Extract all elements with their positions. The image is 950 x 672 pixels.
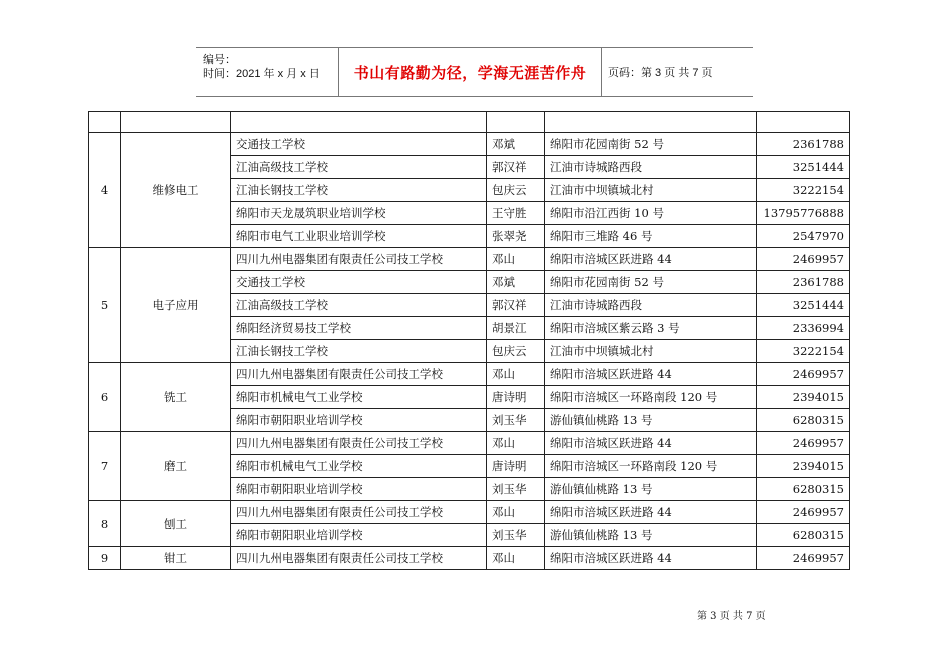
contact-name: 王守胜 bbox=[487, 202, 545, 225]
trade-name: 钳工 bbox=[121, 547, 231, 570]
contact-name: 邓山 bbox=[487, 501, 545, 524]
group-number: 7 bbox=[89, 432, 121, 501]
empty-cell bbox=[545, 112, 757, 133]
school-table bbox=[88, 111, 850, 570]
group-number: 9 bbox=[89, 547, 121, 570]
school-name: 江油高级技工学校 bbox=[231, 294, 487, 317]
contact-name: 邓山 bbox=[487, 547, 545, 570]
phone-number: 3251444 bbox=[757, 294, 850, 317]
phone-number: 2469957 bbox=[757, 363, 850, 386]
header-motto bbox=[338, 48, 602, 96]
empty-cell bbox=[89, 112, 121, 133]
phone-number: 6280315 bbox=[757, 524, 850, 547]
contact-name: 邓斌 bbox=[487, 133, 545, 156]
contact-name: 郭汉祥 bbox=[487, 294, 545, 317]
contact-name: 张翠尧 bbox=[487, 225, 545, 248]
school-name: 绵阳市朝阳职业培训学校 bbox=[231, 524, 487, 547]
motto-text: 书山有路勤为径，学海无涯苦作舟 bbox=[353, 63, 587, 82]
address: 绵阳市花园南街 52 号 bbox=[545, 271, 757, 294]
phone-number: 3222154 bbox=[757, 340, 850, 363]
time-label: 时间：2021 年 x 月 x 日 bbox=[203, 68, 320, 80]
table-row bbox=[89, 133, 850, 156]
address: 绵阳市三堆路 46 号 bbox=[545, 225, 757, 248]
school-name: 四川九州电器集团有限责任公司技工学校 bbox=[231, 432, 487, 455]
page-header bbox=[196, 47, 753, 97]
trade-name: 铣工 bbox=[121, 363, 231, 432]
address: 绵阳市花园南街 52 号 bbox=[545, 133, 757, 156]
phone-number: 2547970 bbox=[757, 225, 850, 248]
school-name: 四川九州电器集团有限责任公司技工学校 bbox=[231, 547, 487, 570]
contact-name: 邓山 bbox=[487, 363, 545, 386]
phone-number: 3222154 bbox=[757, 179, 850, 202]
phone-number: 2361788 bbox=[757, 271, 850, 294]
empty-cell bbox=[231, 112, 487, 133]
table-row bbox=[89, 432, 850, 455]
school-name: 交通技工学校 bbox=[231, 271, 487, 294]
address: 绵阳市涪城区一环路南段 120 号 bbox=[545, 455, 757, 478]
school-name: 四川九州电器集团有限责任公司技工学校 bbox=[231, 248, 487, 271]
contact-name: 郭汉祥 bbox=[487, 156, 545, 179]
table-row bbox=[89, 501, 850, 524]
empty-cell bbox=[757, 112, 850, 133]
table-row bbox=[89, 248, 850, 271]
phone-number: 2469957 bbox=[757, 432, 850, 455]
trade-name: 磨工 bbox=[121, 432, 231, 501]
address: 游仙镇仙桃路 13 号 bbox=[545, 409, 757, 432]
phone-number: 2469957 bbox=[757, 501, 850, 524]
contact-name: 邓斌 bbox=[487, 271, 545, 294]
page-code-text: 页码：第 3 页 共 7 页 bbox=[608, 67, 713, 79]
school-name: 四川九州电器集团有限责任公司技工学校 bbox=[231, 363, 487, 386]
address: 绵阳市涪城区一环路南段 120 号 bbox=[545, 386, 757, 409]
contact-name: 刘玉华 bbox=[487, 478, 545, 501]
group-number: 8 bbox=[89, 501, 121, 547]
address: 绵阳市涪城区跃进路 44 bbox=[545, 432, 757, 455]
contact-name: 包庆云 bbox=[487, 179, 545, 202]
school-name: 江油长钢技工学校 bbox=[231, 340, 487, 363]
address: 游仙镇仙桃路 13 号 bbox=[545, 478, 757, 501]
address: 游仙镇仙桃路 13 号 bbox=[545, 524, 757, 547]
phone-number: 2361788 bbox=[757, 133, 850, 156]
table-header-row bbox=[89, 112, 850, 133]
address: 江油市中坝镇城北村 bbox=[545, 340, 757, 363]
school-name: 绵阳市电气工业职业培训学校 bbox=[231, 225, 487, 248]
address: 绵阳市涪城区跃进路 44 bbox=[545, 547, 757, 570]
phone-number: 2394015 bbox=[757, 455, 850, 478]
empty-cell bbox=[487, 112, 545, 133]
empty-cell bbox=[121, 112, 231, 133]
group-number: 4 bbox=[89, 133, 121, 248]
trade-name: 电子应用 bbox=[121, 248, 231, 363]
address: 绵阳市涪城区紫云路 3 号 bbox=[545, 317, 757, 340]
school-name: 江油高级技工学校 bbox=[231, 156, 487, 179]
contact-name: 包庆云 bbox=[487, 340, 545, 363]
school-name: 绵阳市朝阳职业培训学校 bbox=[231, 409, 487, 432]
contact-name: 邓山 bbox=[487, 432, 545, 455]
address: 绵阳市涪城区跃进路 44 bbox=[545, 248, 757, 271]
address: 绵阳市涪城区跃进路 44 bbox=[545, 363, 757, 386]
school-name: 交通技工学校 bbox=[231, 133, 487, 156]
phone-number: 3251444 bbox=[757, 156, 850, 179]
header-page-code bbox=[601, 48, 760, 96]
contact-name: 刘玉华 bbox=[487, 409, 545, 432]
number-label: 编号： bbox=[203, 54, 236, 66]
school-name: 绵阳经济贸易技工学校 bbox=[231, 317, 487, 340]
phone-number: 2336994 bbox=[757, 317, 850, 340]
page-footer: 第 3 页 共 7 页 bbox=[697, 611, 766, 622]
address: 绵阳市沿江西街 10 号 bbox=[545, 202, 757, 225]
contact-name: 胡景江 bbox=[487, 317, 545, 340]
address: 绵阳市涪城区跃进路 44 bbox=[545, 501, 757, 524]
school-name: 江油长钢技工学校 bbox=[231, 179, 487, 202]
school-name: 绵阳市机械电气工业学校 bbox=[231, 455, 487, 478]
group-number: 5 bbox=[89, 248, 121, 363]
table-row bbox=[89, 547, 850, 570]
table-row bbox=[89, 363, 850, 386]
contact-name: 唐诗明 bbox=[487, 455, 545, 478]
phone-number: 2394015 bbox=[757, 386, 850, 409]
contact-name: 刘玉华 bbox=[487, 524, 545, 547]
address: 江油市中坝镇城北村 bbox=[545, 179, 757, 202]
phone-number: 6280315 bbox=[757, 478, 850, 501]
address: 江油市诗城路西段 bbox=[545, 294, 757, 317]
trade-name: 维修电工 bbox=[121, 133, 231, 248]
phone-number: 13795776888 bbox=[757, 202, 850, 225]
school-name: 绵阳市朝阳职业培训学校 bbox=[231, 478, 487, 501]
header-meta bbox=[196, 48, 338, 96]
contact-name: 邓山 bbox=[487, 248, 545, 271]
school-name: 绵阳市机械电气工业学校 bbox=[231, 386, 487, 409]
school-name: 四川九州电器集团有限责任公司技工学校 bbox=[231, 501, 487, 524]
school-name: 绵阳市天龙晟筑职业培训学校 bbox=[231, 202, 487, 225]
table-body bbox=[89, 112, 850, 570]
address: 江油市诗城路西段 bbox=[545, 156, 757, 179]
phone-number: 6280315 bbox=[757, 409, 850, 432]
trade-name: 刨工 bbox=[121, 501, 231, 547]
phone-number: 2469957 bbox=[757, 248, 850, 271]
group-number: 6 bbox=[89, 363, 121, 432]
phone-number: 2469957 bbox=[757, 547, 850, 570]
contact-name: 唐诗明 bbox=[487, 386, 545, 409]
